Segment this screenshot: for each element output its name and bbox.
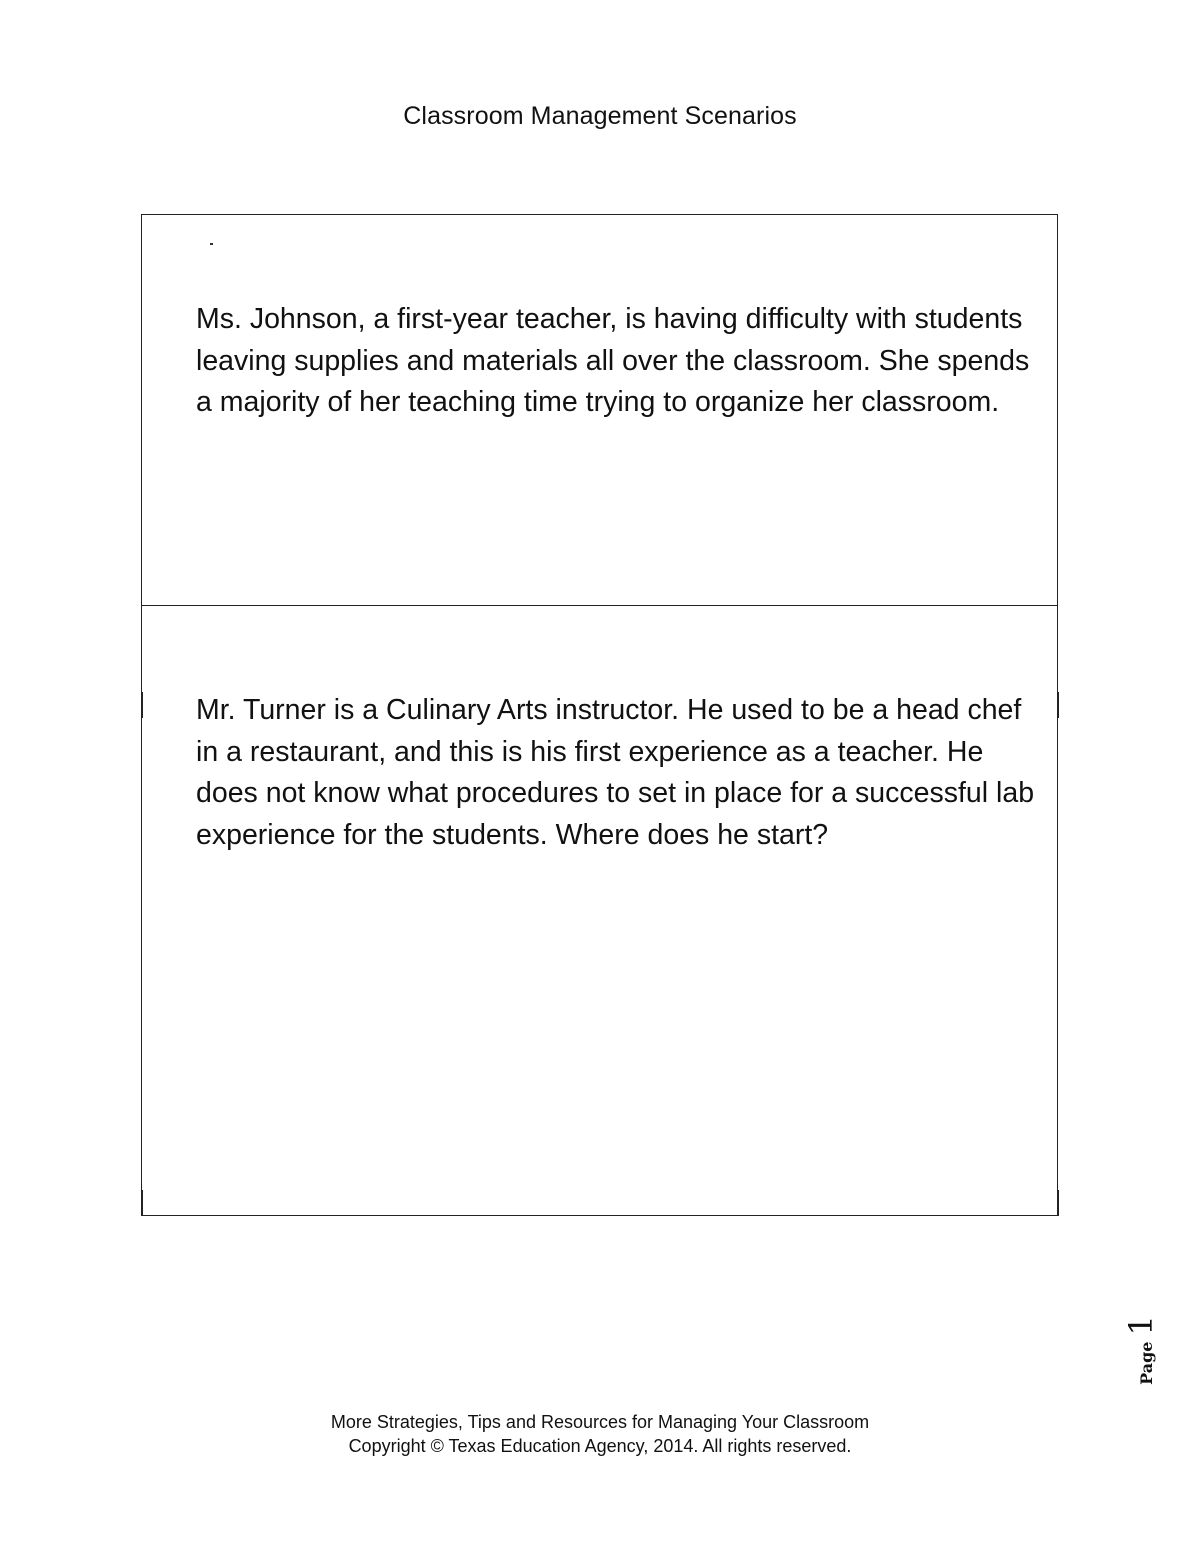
page-title: Classroom Management Scenarios [403, 102, 797, 130]
table-edge-mark [1057, 1190, 1059, 1216]
footer-copyright: Copyright © Texas Education Agency, 2014. All rights reserved. [348, 1436, 852, 1456]
table-edge-mark [141, 1190, 143, 1216]
scenario-table [141, 214, 1058, 1216]
scenario-text-1: Ms. Johnson, a first-year teacher, is having difficulty with students leaving supplies and materials all over the classroom. She spends a majority of her teaching time trying to organize her classroom. [196, 303, 1030, 418]
table-edge-mark [1057, 692, 1059, 718]
footer [0, 1410, 1200, 1458]
page-number [1118, 1310, 1164, 1390]
table-edge-mark [141, 692, 143, 718]
scenario-text-2: Mr. Turner is a Culinary Arts instructor. He used to be a head chef in a restaurant, and this is his first experience as a teacher. He does not know what procedures to set in place for a successful lab experience for the students. Where does he start? [196, 694, 1035, 851]
page-num: 1 [1122, 1315, 1160, 1336]
scenario-cell-1 [142, 215, 1057, 606]
page-label: Page [1137, 1341, 1156, 1385]
stray-mark [210, 243, 213, 245]
footer-line-1: More Strategies, Tips and Resources for Managing Your Classroom [330, 1412, 870, 1432]
scenario-cell-2 [142, 606, 1057, 1215]
